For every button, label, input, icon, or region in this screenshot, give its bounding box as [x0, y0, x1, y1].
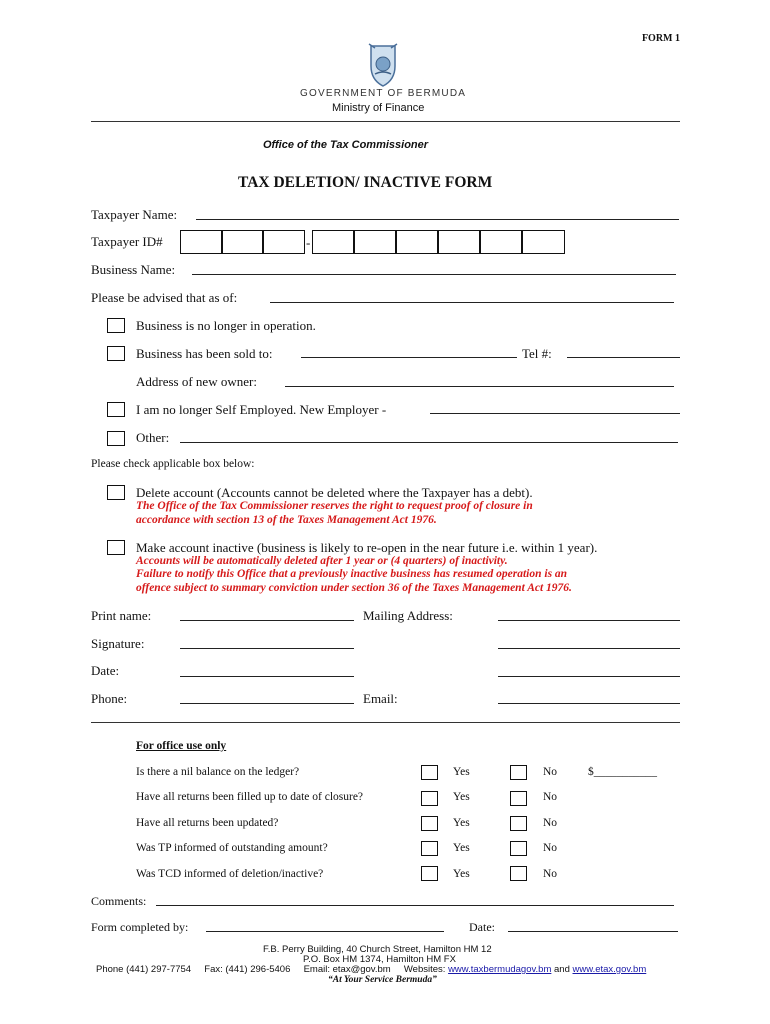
inactive-account-label: Make account inactive (business is likely to re-open in the near future i.e. within 1 year).	[136, 540, 598, 555]
office-question: Have all returns been filled up to date of closure?	[136, 791, 364, 803]
no-checkbox[interactable]	[510, 866, 527, 881]
date-label: Date:	[91, 663, 120, 678]
inactive-account-note: offence subject to summary conviction under section 36 of the Taxes Management Act 1976.	[136, 582, 572, 594]
amount-field[interactable]: $___________	[588, 766, 657, 778]
taxpayer-id-box[interactable]	[521, 230, 565, 254]
date-field[interactable]	[180, 676, 354, 677]
signature-field[interactable]	[180, 648, 354, 649]
form-number: FORM 1	[641, 33, 680, 44]
header-divider	[91, 121, 680, 122]
tel-label: Tel #:	[522, 346, 552, 361]
advised-date-label: Please be advised that as of:	[91, 290, 238, 305]
footer-email: Email: etax@gov.bm	[303, 964, 391, 975]
inactive-account-note: Accounts will be automatically deleted after 1 year or (4 quarters) of inactivity.	[136, 555, 508, 567]
phone-label: Phone:	[91, 691, 128, 706]
sold-to-checkbox[interactable]	[107, 346, 125, 361]
email-field[interactable]	[498, 703, 680, 704]
coat-of-arms-icon	[365, 42, 401, 88]
ministry-name: Ministry of Finance	[332, 102, 425, 114]
office-question: Was TP informed of outstanding amount?	[136, 842, 328, 854]
sold-to-label: Business has been sold to:	[136, 346, 273, 361]
no-checkbox[interactable]	[510, 816, 527, 831]
mailing-address-line-2[interactable]	[498, 648, 680, 649]
comments-label: Comments:	[91, 894, 147, 908]
taxpayer-id-box[interactable]	[437, 230, 481, 254]
mailing-address-line-3[interactable]	[498, 676, 680, 677]
no-label: No	[543, 817, 558, 829]
taxpayer-id-box[interactable]	[180, 230, 223, 254]
yes-checkbox[interactable]	[421, 866, 438, 881]
yes-label: Yes	[453, 817, 470, 829]
completed-by-field[interactable]	[206, 931, 444, 932]
new-employer-field[interactable]	[430, 413, 680, 414]
comments-field[interactable]	[156, 905, 674, 906]
no-label: No	[543, 791, 558, 803]
no-checkbox[interactable]	[510, 765, 527, 780]
yes-label: Yes	[453, 842, 470, 854]
business-name-label: Business Name:	[91, 262, 176, 277]
delete-account-note: The Office of the Tax Commissioner reserves the right to request proof of closure in	[136, 500, 533, 512]
mailing-address-label: Mailing Address:	[363, 608, 453, 623]
no-longer-self-employed-checkbox[interactable]	[107, 402, 125, 417]
no-label: No	[543, 842, 558, 854]
new-owner-address-label: Address of new owner:	[136, 374, 257, 389]
completed-date-field[interactable]	[508, 931, 678, 932]
sold-to-field[interactable]	[301, 357, 517, 358]
section-divider	[91, 722, 680, 723]
no-label: No	[543, 868, 558, 880]
footer-slogan: “At Your Service Bermuda”	[328, 975, 437, 985]
yes-checkbox[interactable]	[421, 841, 438, 856]
office-question: Is there a nil balance on the ledger?	[136, 766, 300, 778]
signature-label: Signature:	[91, 636, 145, 651]
inactive-account-note: Failure to notify this Office that a previously inactive business has resumed operation is an	[136, 568, 568, 580]
check-applicable-label: Please check applicable box below:	[91, 458, 255, 470]
footer-po-box: P.O. Box HM 1374, Hamilton HM FX	[303, 954, 456, 965]
phone-field[interactable]	[180, 703, 354, 704]
completed-by-label: Form completed by:	[91, 920, 189, 934]
footer-address: F.B. Perry Building, 40 Church Street, Hamilton HM 12	[263, 944, 492, 955]
business-name-field[interactable]	[192, 274, 676, 275]
footer-fax: Fax: (441) 296-5406	[204, 964, 291, 975]
website-link[interactable]: www.taxbermudagov.bm	[448, 964, 552, 975]
yes-label: Yes	[453, 868, 470, 880]
office-use-heading: For office use only	[136, 740, 227, 752]
footer-phone: Phone (441) 297-7754	[96, 964, 192, 975]
taxpayer-id-box[interactable]	[353, 230, 397, 254]
completed-date-label: Date:	[469, 920, 495, 934]
office-question: Have all returns been updated?	[136, 817, 279, 829]
no-longer-operation-checkbox[interactable]	[107, 318, 125, 333]
taxpayer-name-field[interactable]	[196, 219, 679, 220]
government-name: GOVERNMENT OF BERMUDA	[300, 88, 467, 99]
office-question: Was TCD informed of deletion/inactive?	[136, 868, 324, 880]
other-field[interactable]	[180, 442, 678, 443]
office-name: Office of the Tax Commissioner	[263, 139, 429, 151]
no-longer-self-employed-label: I am no longer Self Employed. New Employer -	[136, 402, 387, 417]
delete-account-label: Delete account (Accounts cannot be deleted where the Taxpayer has a debt).	[136, 485, 533, 500]
taxpayer-id-box[interactable]	[312, 230, 355, 254]
taxpayer-id-label: Taxpayer ID#	[91, 234, 163, 249]
yes-checkbox[interactable]	[421, 816, 438, 831]
footer-websites-label: Websites:	[403, 964, 446, 975]
yes-checkbox[interactable]	[421, 791, 438, 806]
email-label: Email:	[363, 691, 398, 706]
delete-account-note: accordance with section 13 of the Taxes Management Act 1976.	[136, 514, 437, 526]
footer-and: and	[554, 964, 570, 975]
taxpayer-name-label: Taxpayer Name:	[91, 207, 178, 222]
taxpayer-id-box[interactable]	[479, 230, 523, 254]
taxpayer-id-box[interactable]	[395, 230, 439, 254]
print-name-label: Print name:	[91, 608, 152, 623]
delete-account-checkbox[interactable]	[107, 485, 125, 500]
taxpayer-id-dash: -	[306, 235, 311, 250]
new-owner-address-field[interactable]	[285, 386, 674, 387]
yes-label: Yes	[453, 766, 470, 778]
no-checkbox[interactable]	[510, 791, 527, 806]
taxpayer-id-box[interactable]	[221, 230, 264, 254]
inactive-account-checkbox[interactable]	[107, 540, 125, 555]
footer-contact	[96, 964, 646, 975]
taxpayer-id-box[interactable]	[262, 230, 305, 254]
print-name-field[interactable]	[180, 620, 354, 621]
mailing-address-field[interactable]	[498, 620, 680, 621]
website-link[interactable]: www.etax.gov.bm	[572, 964, 647, 975]
tel-field[interactable]	[567, 357, 680, 358]
other-label: Other:	[136, 430, 170, 445]
no-label: No	[543, 766, 558, 778]
form-title: TAX DELETION/ INACTIVE FORM	[238, 174, 493, 191]
advised-date-field[interactable]	[270, 302, 674, 303]
no-checkbox[interactable]	[510, 841, 527, 856]
yes-label: Yes	[453, 791, 470, 803]
other-checkbox[interactable]	[107, 431, 125, 446]
yes-checkbox[interactable]	[421, 765, 438, 780]
no-longer-operation-label: Business is no longer in operation.	[136, 318, 316, 333]
